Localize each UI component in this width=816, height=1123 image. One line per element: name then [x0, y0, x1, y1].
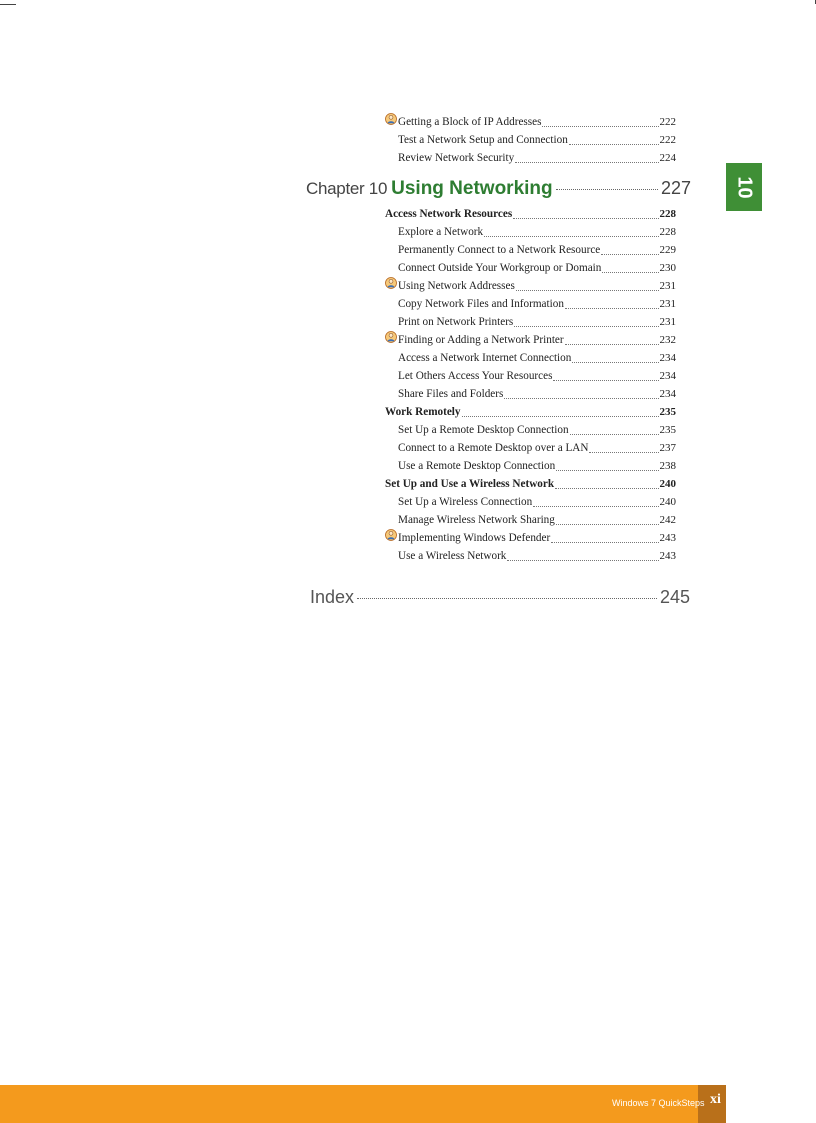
chapter-tab-number: 10: [733, 175, 756, 199]
leader-dots: [513, 218, 658, 219]
toc-entry-title: Using Network Addresses: [398, 280, 515, 292]
leader-dots: [462, 416, 659, 417]
leader-dots: [570, 434, 659, 435]
toc-entry-page: 229: [659, 244, 676, 256]
chapter-page-number: 227: [660, 178, 691, 198]
toc-entry[interactable]: [385, 349, 676, 367]
toc-entry-page: 230: [659, 262, 676, 274]
chapter-heading[interactable]: [306, 178, 691, 206]
toc-entry-page: 231: [659, 316, 676, 328]
leader-dots: [551, 542, 658, 543]
quicksteps-person-icon: [385, 277, 397, 289]
toc-entry[interactable]: [385, 439, 676, 457]
toc-entry-title: Work Remotely: [385, 406, 461, 418]
toc-entry[interactable]: [385, 385, 676, 403]
toc-entry-title: Permanently Connect to a Network Resource: [398, 244, 601, 256]
toc-entry-page: 243: [659, 532, 676, 544]
toc-entry[interactable]: [385, 367, 676, 385]
crop-mark-left: [0, 0, 16, 5]
toc-entry-page: 228: [659, 208, 676, 220]
toc-entry-title: Share Files and Folders: [398, 388, 504, 400]
quicksteps-person-icon: [385, 331, 397, 343]
toc-entry-page: 232: [659, 334, 676, 346]
toc-entry-title: Set Up a Remote Desktop Connection: [398, 424, 569, 436]
leader-dots: [556, 524, 659, 525]
leader-dots: [572, 362, 658, 363]
toc-entry-title: Explore a Network: [398, 226, 484, 238]
toc-entry-title: Review Network Security: [398, 152, 515, 164]
leader-dots: [565, 308, 659, 309]
toc-entry[interactable]: [385, 475, 676, 493]
toc-entry[interactable]: [385, 241, 676, 259]
toc-entry-page: 228: [659, 226, 676, 238]
index-heading[interactable]: [310, 587, 690, 613]
footer-page-number: xi: [710, 1092, 721, 1107]
toc-entry[interactable]: [385, 547, 676, 565]
leader-dots: [556, 470, 658, 471]
toc-entry-title: Access a Network Internet Connection: [398, 352, 572, 364]
toc-entry-page: 242: [659, 514, 676, 526]
toc-entry-title: Print on Network Printers: [398, 316, 514, 328]
toc-entry[interactable]: [385, 205, 676, 223]
leader-dots: [515, 162, 658, 163]
leader-dots: [565, 344, 659, 345]
toc-entry[interactable]: [385, 131, 676, 149]
toc-entry-title: Access Network Resources: [385, 208, 513, 220]
toc-entry[interactable]: [385, 313, 676, 331]
toc-entry-title: Finding or Adding a Network Printer: [398, 334, 564, 346]
leader-dots: [514, 326, 658, 327]
leader-dots: [553, 380, 658, 381]
quicksteps-person-icon: [385, 113, 397, 125]
toc-entry-title: Test a Network Setup and Connection: [398, 134, 568, 146]
toc-entry-title: Use a Remote Desktop Connection: [398, 460, 556, 472]
toc-entry-page: 237: [659, 442, 676, 454]
toc-entry-page: 240: [659, 478, 676, 490]
toc-entry[interactable]: [385, 493, 676, 511]
toc-entry-title: Getting a Block of IP Addresses: [398, 116, 542, 128]
toc-entry-title: Set Up a Wireless Connection: [398, 496, 533, 508]
toc-entry[interactable]: [385, 421, 676, 439]
leader-dots: [601, 254, 658, 255]
toc-entry-page: 243: [659, 550, 676, 562]
toc-entry-page: 240: [659, 496, 676, 508]
toc-entry-title: Copy Network Files and Information: [398, 298, 564, 310]
toc-entry[interactable]: [385, 149, 676, 167]
leader-dots: [504, 398, 658, 399]
crop-mark-right: [811, 0, 816, 4]
toc-entry-title: Connect Outside Your Workgroup or Domain: [398, 262, 602, 274]
leader-dots: [516, 290, 659, 291]
leader-dots: [569, 144, 659, 145]
toc-entry-page: 222: [659, 134, 676, 146]
toc-entry[interactable]: [385, 529, 676, 547]
index-label: Index: [310, 587, 355, 607]
index-page-number: 245: [659, 587, 690, 607]
toc-entry-title: Set Up and Use a Wireless Network: [385, 478, 555, 490]
leader-dots: [533, 506, 658, 507]
toc-entry[interactable]: [385, 113, 676, 131]
leader-dots: [484, 236, 658, 237]
leader-dots: [602, 272, 658, 273]
toc-entry-page: 231: [659, 298, 676, 310]
chapter-thumb-tab: [726, 163, 762, 211]
leader-dots: [542, 126, 658, 127]
chapter-prefix: Chapter 10: [306, 179, 388, 198]
toc-entry[interactable]: [385, 277, 676, 295]
toc-entry[interactable]: [385, 259, 676, 277]
toc-entry-page: 222: [659, 116, 676, 128]
toc-entry-page: 235: [659, 424, 676, 436]
toc-entry-title: Manage Wireless Network Sharing: [398, 514, 555, 526]
toc-entry[interactable]: [385, 457, 676, 475]
toc-entry-page: 234: [659, 388, 676, 400]
leader-dots: [555, 488, 658, 489]
toc-entry-page: 224: [659, 152, 676, 164]
toc-entry[interactable]: [385, 223, 676, 241]
toc-entry-page: 231: [659, 280, 676, 292]
toc-entry[interactable]: [385, 331, 676, 349]
footer-book-title: Windows 7 QuickSteps: [612, 1098, 705, 1108]
leader-dots: [589, 452, 658, 453]
leader-dots: [357, 598, 657, 599]
toc-entry-page: 234: [659, 370, 676, 382]
leader-dots: [556, 189, 658, 190]
toc-entry[interactable]: [385, 511, 676, 529]
toc-entry-title: Connect to a Remote Desktop over a LAN: [398, 442, 589, 454]
toc-entry[interactable]: [385, 403, 676, 421]
toc-entry-page: 238: [659, 460, 676, 472]
toc-entry-page: 235: [659, 406, 676, 418]
leader-dots: [507, 560, 658, 561]
toc-entry-page: 234: [659, 352, 676, 364]
chapter-title: Using Networking: [391, 178, 553, 199]
toc-entry-title: Implementing Windows Defender: [398, 532, 551, 544]
quicksteps-person-icon: [385, 529, 397, 541]
toc-entry[interactable]: [385, 295, 676, 313]
toc-entry-title: Let Others Access Your Resources: [398, 370, 553, 382]
toc-entry-title: Use a Wireless Network: [398, 550, 507, 562]
